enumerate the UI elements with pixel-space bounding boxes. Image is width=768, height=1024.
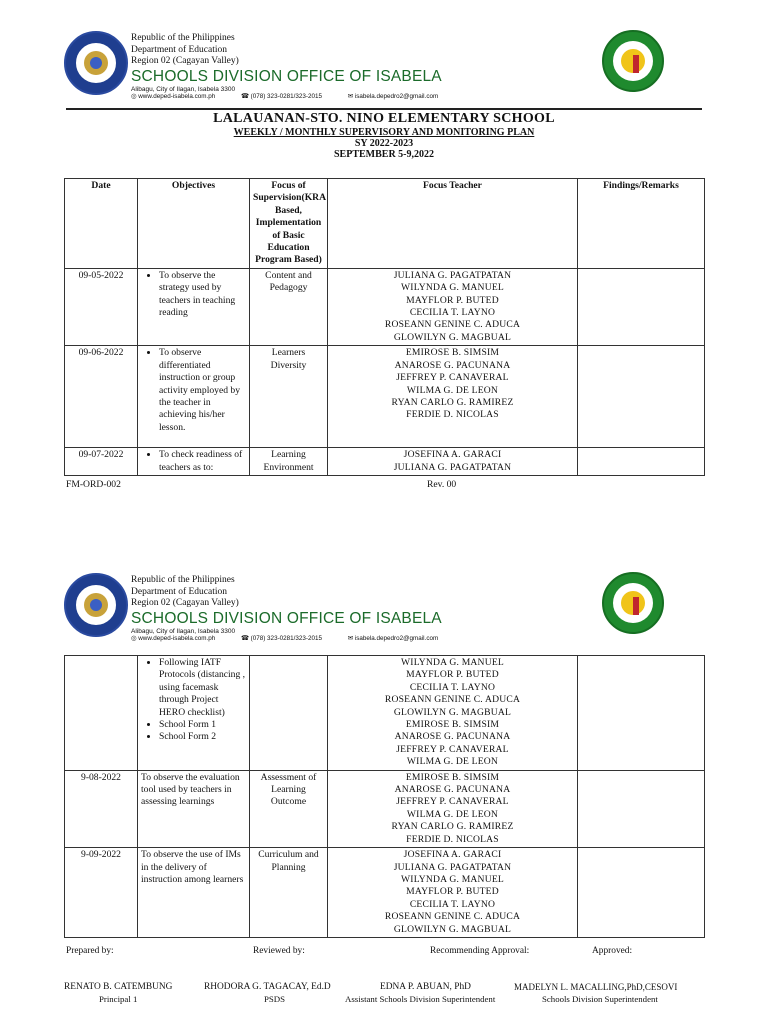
office-address: Alibagu, City of Ilagan, Isabela 3300 (131, 85, 236, 93)
division-seal-icon (602, 572, 664, 634)
table-row (65, 848, 705, 938)
row-findings (578, 448, 705, 476)
contact-line (131, 93, 462, 100)
teacher-name: WILYNDA G. MANUEL (401, 282, 504, 294)
teacher-name: JULIANA G. PAGATPATAN (393, 461, 512, 473)
table-header-row (65, 179, 705, 269)
date-range: SEPTEMBER 5-9,2022 (333, 149, 434, 160)
form-code: FM-ORD-002 (66, 479, 121, 490)
row-date: 9-08-2022 (65, 770, 138, 847)
objective-item: • To observe differentiated instruction or group activity employed by the teacher in achieving his/her lesson. (159, 347, 246, 434)
approved-label: Approved: (592, 946, 633, 956)
republic-line: Republic of the Philippines (131, 575, 235, 585)
teacher-name: WILMA G. DE LEON (406, 808, 499, 820)
row-objectives: To observe the use of IMs in the delivery of instruction among learners (138, 848, 250, 938)
plan-table-continued (64, 655, 705, 938)
objective-item: • Following IATF Protocols (distancing , using facemask through Project HERO checklist) (159, 657, 246, 719)
teacher-name: JEFFREY P. CANAVERAL (396, 372, 509, 384)
row-date: 09-05-2022 (65, 268, 138, 345)
row-date: 09-06-2022 (65, 346, 138, 448)
row-date (65, 656, 138, 771)
teacher-name: GLOWILYN G. MAGBUAL (393, 331, 512, 343)
teacher-name: ANAROSE G. PACUNANA (394, 731, 511, 743)
republic-line: Republic of the Philippines (131, 33, 235, 43)
teacher-name: FERDIE D. NICOLAS (406, 409, 499, 421)
teacher-name: EMIROSE B. SIMSIM (405, 347, 500, 359)
teacher-name: CECILIA T. LAYNO (409, 898, 496, 910)
teacher-name: EMIROSE B. SIMSIM (405, 771, 500, 783)
header-findings: Findings/Remarks (578, 179, 705, 269)
objective-item: • To check readiness of teachers as to: (159, 449, 246, 474)
row-teachers (328, 448, 578, 476)
header-focus: Focus of Supervision(KRA Based, Implementation of Basic Education Program Based) (250, 179, 328, 269)
office-name: SCHOOLS DIVISION OFFICE OF ISABELA (131, 609, 442, 627)
row-teachers (328, 656, 578, 771)
letterhead (131, 575, 462, 642)
teacher-name: MAYFLOR P. BUTED (406, 886, 499, 898)
header-objectives: Objectives (138, 179, 250, 269)
teacher-name: JULIANA G. PAGATPATAN (393, 269, 512, 281)
row-teachers (328, 268, 578, 345)
teacher-name: ANAROSE G. PACUNANA (394, 784, 511, 796)
region-line: Region 02 (Cagayan Valley) (131, 598, 239, 608)
department-line: Department of Education (131, 586, 228, 597)
teacher-name: JEFFREY P. CANAVERAL (396, 796, 509, 808)
row-objectives (138, 268, 250, 345)
teacher-name: JOSEFINA A. GARACI (403, 449, 502, 461)
header-teacher: Focus Teacher (328, 179, 578, 269)
header-divider (66, 108, 702, 110)
email-text: ✉ isabela.depedro2@gmail.com (347, 634, 439, 642)
website-text: ◎ www.deped-isabela.com.ph (131, 92, 216, 100)
office-address: Alibagu, City of Ilagan, Isabela 3300 (131, 627, 236, 635)
deped-seal-icon (64, 31, 128, 95)
signatory-name: EDNA P. ABUAN, PhD (380, 982, 471, 992)
row-objectives (138, 656, 250, 771)
website-text: ◎ www.deped-isabela.com.ph (131, 634, 216, 642)
teacher-name: CECILIA T. LAYNO (409, 307, 496, 319)
row-date: 9-09-2022 (65, 848, 138, 938)
teacher-name: ROSEANN GENINE C. ADUCA (384, 319, 521, 331)
row-focus: Learners Diversity (250, 346, 328, 448)
header-date: Date (65, 179, 138, 269)
office-name: SCHOOLS DIVISION OFFICE OF ISABELA (131, 67, 442, 85)
row-findings (578, 346, 705, 448)
signatory-title: Principal 1 (99, 994, 138, 1004)
table-row (65, 346, 705, 448)
row-focus: Assessment of Learning Outcome (250, 770, 328, 847)
phone-text: ☎ (078) 323-0281/323-2015 (241, 92, 323, 100)
email-text: ✉ isabela.depedro2@gmail.com (347, 92, 439, 100)
signatory-title: Assistant Schools Division Superintendent (345, 994, 496, 1004)
signatory-name: MADELYN L. MACALLING,PhD,CESOVI (514, 982, 678, 992)
objective-item: • School Form 1 (159, 719, 246, 731)
row-teachers (328, 346, 578, 448)
revision: Rev. 00 (427, 479, 457, 490)
teacher-name: WILMA G. DE LEON (406, 384, 499, 396)
row-findings (578, 848, 705, 938)
recommending-label: Recommending Approval: (430, 946, 530, 956)
table-row (65, 268, 705, 345)
teacher-name: WILYNDA G. MANUEL (401, 657, 504, 668)
region-line: Region 02 (Cagayan Valley) (131, 56, 239, 66)
teacher-name: JEFFREY P. CANAVERAL (396, 743, 509, 755)
objective-item: • To observe the strategy used by teachers in teaching reading (159, 270, 246, 320)
row-focus: Curriculum and Planning (250, 848, 328, 938)
letterhead (131, 33, 462, 100)
teacher-name: MAYFLOR P. BUTED (406, 669, 499, 681)
reviewed-by-label: Reviewed by: (253, 946, 305, 956)
signatory-title: Schools Division Superintendent (542, 994, 658, 1004)
teacher-name: FERDIE D. NICOLAS (406, 833, 499, 845)
signatory-name: RENATO B. CATEMBUNG (64, 982, 173, 992)
teacher-name: ROSEANN GENINE C. ADUCA (384, 694, 521, 706)
row-focus (250, 656, 328, 771)
plan-table (64, 178, 705, 476)
teacher-name: GLOWILYN G. MAGBUAL (393, 706, 512, 718)
row-objectives (138, 346, 250, 448)
table-row (65, 770, 705, 847)
row-date: 09-07-2022 (65, 448, 138, 476)
teacher-name: JULIANA G. PAGATPATAN (393, 861, 512, 873)
document-titles (0, 111, 768, 160)
teacher-name: WILYNDA G. MANUEL (401, 873, 504, 885)
teacher-name: GLOWILYN G. MAGBUAL (393, 923, 512, 935)
teacher-name: EMIROSE B. SIMSIM (405, 719, 500, 731)
phone-text: ☎ (078) 323-0281/323-2015 (241, 634, 323, 642)
row-findings (578, 770, 705, 847)
row-objectives (138, 448, 250, 476)
row-teachers (328, 770, 578, 847)
row-focus: Learning Environment (250, 448, 328, 476)
row-focus: Content and Pedagogy (250, 268, 328, 345)
teacher-name: RYAN CARLO G. RAMIREZ (391, 821, 514, 833)
signatory-title: PSDS (264, 994, 286, 1004)
teacher-name: WILMA G. DE LEON (406, 756, 499, 768)
teacher-name: ANAROSE G. PACUNANA (394, 359, 511, 371)
contact-line (131, 635, 462, 642)
objective-item: • School Form 2 (159, 731, 246, 743)
division-seal-icon (602, 30, 664, 92)
prepared-by-label: Prepared by: (66, 946, 114, 956)
table-row (65, 448, 705, 476)
row-findings (578, 656, 705, 771)
teacher-name: ROSEANN GENINE C. ADUCA (384, 911, 521, 923)
plan-title: WEEKLY / MONTHLY SUPERVISORY AND MONITORING PLAN (233, 127, 535, 138)
teacher-name: CECILIA T. LAYNO (409, 681, 496, 693)
school-name: LALAUANAN-STO. NINO ELEMENTARY SCHOOL (213, 111, 555, 126)
teacher-name: RYAN CARLO G. RAMIREZ (391, 396, 514, 408)
department-line: Department of Education (131, 44, 228, 55)
row-findings (578, 268, 705, 345)
signatory-name: RHODORA G. TAGACAY, Ed.D (204, 982, 331, 992)
teacher-name: MAYFLOR P. BUTED (406, 294, 499, 306)
deped-seal-icon (64, 573, 128, 637)
teacher-name: JOSEFINA A. GARACI (403, 849, 502, 861)
school-year: SY 2022-2023 (354, 138, 414, 149)
row-objectives: To observe the evaluation tool used by teachers in assessing learnings (138, 770, 250, 847)
table-row (65, 656, 705, 771)
row-teachers (328, 848, 578, 938)
